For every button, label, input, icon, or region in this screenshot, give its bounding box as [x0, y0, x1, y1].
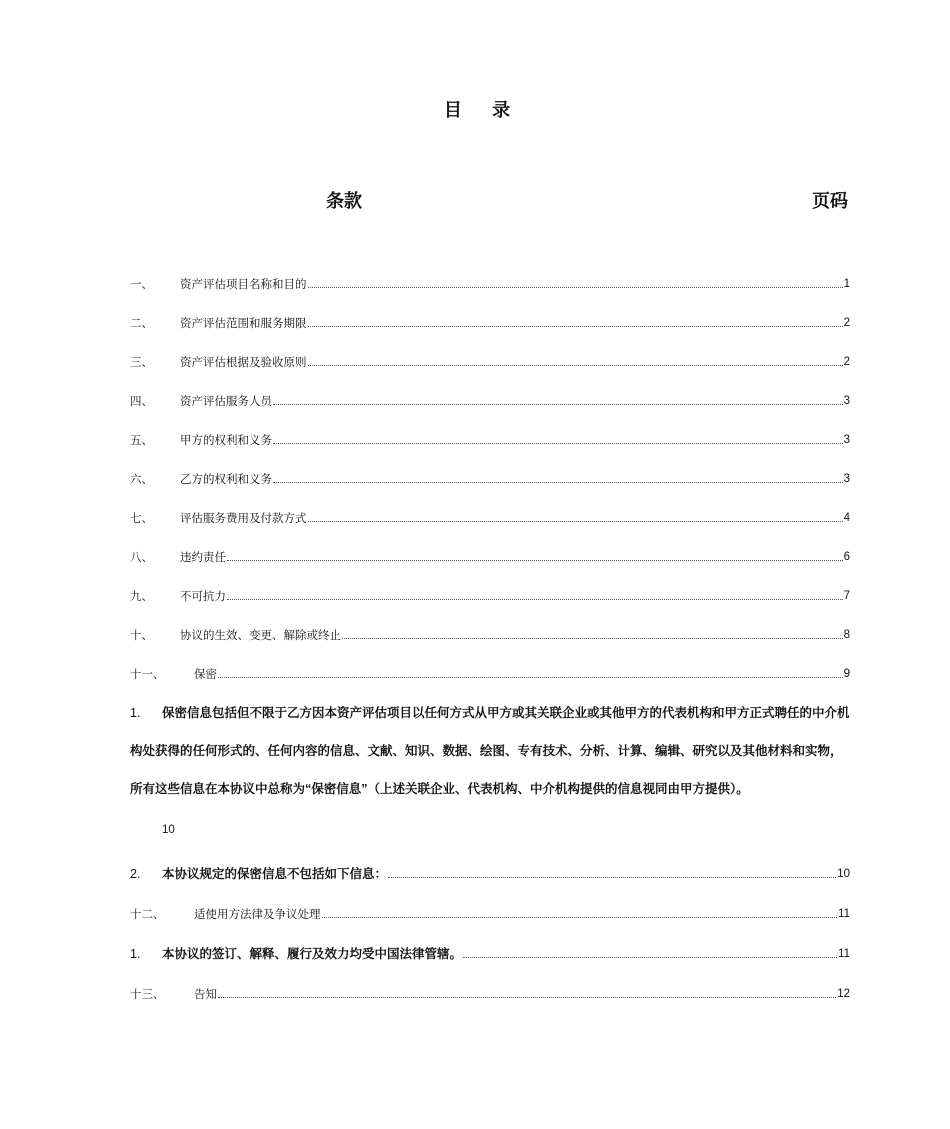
toc-title: 目 录 [443, 100, 523, 121]
paragraph-number: 1. [130, 706, 141, 720]
toc-entry[interactable] [130, 625, 850, 645]
dot-leader [273, 481, 843, 483]
toc-entry[interactable] [130, 547, 850, 567]
dot-leader [463, 956, 837, 958]
dot-leader [388, 876, 836, 878]
toc-entry[interactable] [130, 864, 850, 884]
toc-entry-title: 资产评估项目名称和目的 [180, 277, 307, 291]
paragraph-page-number: 10 [162, 824, 175, 836]
confidential-info-paragraph [130, 694, 850, 808]
toc-entry-number: 五、 [130, 433, 153, 447]
toc-entry-page: 2 [843, 317, 850, 329]
paragraph-text: 保密信息包括但不限于乙方因本资产评估项目以任何方式从甲方或其关联企业或其他甲方的代表机构和甲方正式聘任的中介机构处获得的任何形式的、任何内容的信息、文献、知识、数据、绘图、专有技术、分析、计算、编辑、研究以及其他材料和实物，所有这些信息在本协议中总称为“保密信息”（上述关联企业、代表机构、中介机构提供的信息视同由甲方提供）。 [130, 706, 850, 796]
toc-entry-title: 甲方的权利和义务 [180, 433, 272, 447]
dot-leader [308, 520, 843, 522]
toc-entry-title: 适使用方法律及争议处理 [194, 907, 321, 921]
toc-entry-page: 1 [843, 278, 850, 290]
toc-entry-title: 乙方的权利和义务 [180, 472, 272, 486]
toc-entry-number: 三、 [130, 355, 153, 369]
toc-entry-title: 本协议规定的保密信息不包括如下信息： [162, 867, 388, 881]
dot-leader [273, 442, 843, 444]
toc-entry-number: 十二、 [130, 907, 165, 921]
toc-entry-number: 一、 [130, 277, 153, 291]
toc-entry[interactable] [130, 944, 850, 964]
toc-entry-title: 不可抗力 [180, 589, 226, 603]
toc-entry-number: 十一、 [130, 667, 165, 681]
toc-entry-title: 协议的生效、变更、解除或终止 [180, 628, 341, 642]
toc-entry-page: 11 [838, 908, 850, 920]
toc-entry-number: 九、 [130, 589, 153, 603]
toc-entry[interactable] [130, 352, 850, 372]
toc-entry-page: 2 [843, 356, 850, 368]
dot-leader [322, 916, 838, 918]
toc-entry-title: 保密 [194, 667, 217, 681]
toc-entry-title: 评估服务费用及付款方式 [180, 511, 307, 525]
toc-entry-page: 12 [837, 988, 850, 1000]
dot-leader [273, 403, 843, 405]
toc-entry-number: 二、 [130, 316, 153, 330]
toc-entry[interactable] [130, 904, 850, 924]
page-column-header: 页码 [812, 191, 848, 212]
dot-leader [218, 996, 836, 998]
toc-entry-page: 3 [843, 434, 850, 446]
toc-entry-page: 3 [843, 473, 850, 485]
toc-entry[interactable] [130, 586, 850, 606]
toc-entry[interactable] [130, 274, 850, 294]
toc-entry[interactable] [130, 508, 850, 528]
clause-column-header: 条款 [326, 191, 362, 212]
toc-entry-number: 四、 [130, 394, 153, 408]
toc-entry[interactable] [130, 469, 850, 489]
toc-entry-number: 1. [130, 947, 141, 961]
dot-leader [218, 676, 843, 678]
toc-entry-number: 十三、 [130, 987, 165, 1001]
toc-entry-title: 违约责任 [180, 550, 226, 564]
toc-entry-title: 告知 [194, 987, 217, 1001]
dot-leader [308, 286, 843, 288]
toc-entry-page: 4 [843, 512, 850, 524]
toc-entry-number: 2. [130, 867, 141, 881]
toc-entry-number: 十、 [130, 628, 153, 642]
toc-entry[interactable] [130, 984, 850, 1004]
toc-entry-page: 11 [838, 948, 850, 960]
dot-leader [227, 559, 843, 561]
toc-entry-page: 6 [843, 551, 850, 563]
toc-entry-page: 8 [843, 629, 850, 641]
dot-leader [227, 598, 843, 600]
toc-entry[interactable] [130, 664, 850, 684]
toc-entry-title: 资产评估服务人员 [180, 394, 272, 408]
toc-entry-number: 七、 [130, 511, 153, 525]
toc-entry-number: 六、 [130, 472, 153, 486]
toc-entry-title: 资产评估根据及验收原则 [180, 355, 307, 369]
toc-entry[interactable] [130, 391, 850, 411]
dot-leader [308, 325, 843, 327]
toc-entry-page: 9 [843, 668, 850, 680]
toc-entry[interactable] [130, 313, 850, 333]
dot-leader [308, 364, 843, 366]
dot-leader [342, 637, 843, 639]
toc-entry-title: 资产评估范围和服务期限 [180, 316, 307, 330]
toc-entry-page: 3 [843, 395, 850, 407]
toc-entry[interactable] [130, 430, 850, 450]
toc-entry-page: 7 [843, 590, 850, 602]
toc-entry-page: 10 [837, 868, 850, 880]
toc-entry-number: 八、 [130, 550, 153, 564]
toc-entry-title: 本协议的签订、解释、履行及效力均受中国法律管辖。 [162, 947, 463, 961]
